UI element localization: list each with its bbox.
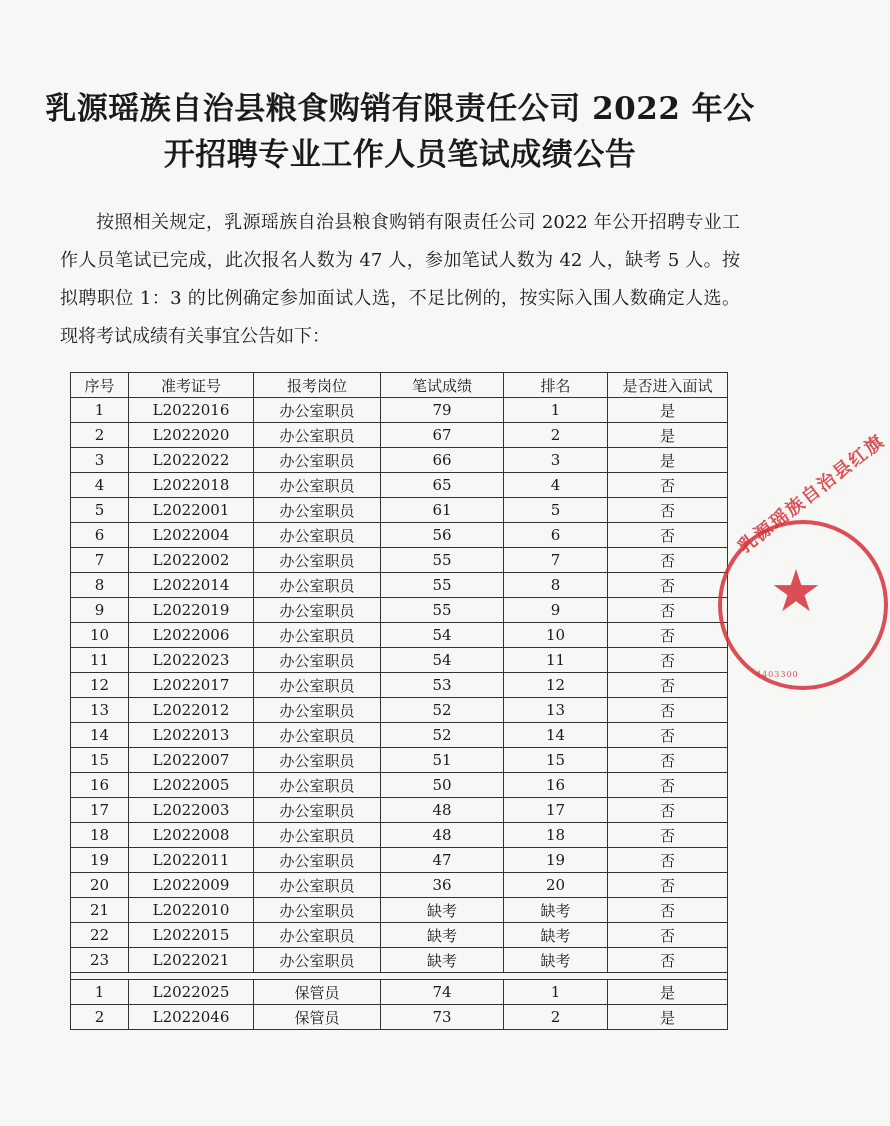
cell-rank: 2 (504, 1005, 608, 1030)
cell-exam-id: L2022020 (129, 423, 254, 448)
table-row (71, 523, 728, 548)
cell-rank: 20 (504, 873, 608, 898)
cell-exam-id: L2022021 (129, 948, 254, 973)
header-score: 笔试成绩 (381, 373, 504, 398)
cell-position: 办公室职员 (254, 748, 381, 773)
cell-position: 办公室职员 (254, 873, 381, 898)
cell-score: 缺考 (381, 923, 504, 948)
cell-rank: 13 (504, 698, 608, 723)
cell-interview: 否 (608, 823, 728, 848)
cell-seq: 17 (71, 798, 129, 823)
table-row (71, 980, 728, 1005)
notice-paragraph: 按照相关规定，乳源瑶族自治县粮食购销有限责任公司 2022 年公开招聘专业工作人员笔试已完成，此次报名人数为 47 人，参加笔试人数为 42 人，缺考 5 人。按拟聘职位 1：3 的比例确定参加面试人选，不足比例的，按实际入围人数确定人选。现将考试成绩有关事宜公告如下： (60, 212, 740, 347)
cell-position: 保管员 (254, 1005, 381, 1030)
table-row (71, 498, 728, 523)
cell-rank: 9 (504, 598, 608, 623)
cell-score: 缺考 (381, 948, 504, 973)
cell-seq: 18 (71, 823, 129, 848)
cell-exam-id: L2022012 (129, 698, 254, 723)
cell-interview: 是 (608, 448, 728, 473)
cell-interview: 否 (608, 723, 728, 748)
cell-seq: 9 (71, 598, 129, 623)
cell-interview: 否 (608, 523, 728, 548)
cell-score: 47 (381, 848, 504, 873)
cell-score: 48 (381, 823, 504, 848)
cell-position: 办公室职员 (254, 798, 381, 823)
cell-seq: 12 (71, 673, 129, 698)
cell-position: 办公室职员 (254, 923, 381, 948)
cell-interview: 否 (608, 798, 728, 823)
header-exam-id: 准考证号 (129, 373, 254, 398)
cell-exam-id: L2022003 (129, 798, 254, 823)
cell-seq: 8 (71, 573, 129, 598)
cell-position: 办公室职员 (254, 648, 381, 673)
table-header-row (71, 373, 728, 398)
cell-exam-id: L2022001 (129, 498, 254, 523)
cell-position: 办公室职员 (254, 948, 381, 973)
cell-score: 48 (381, 798, 504, 823)
table-row (71, 698, 728, 723)
cell-position: 办公室职员 (254, 598, 381, 623)
cell-rank: 19 (504, 848, 608, 873)
cell-exam-id: L2022023 (129, 648, 254, 673)
cell-rank: 6 (504, 523, 608, 548)
table-row (71, 948, 728, 973)
cell-rank: 14 (504, 723, 608, 748)
cell-seq: 4 (71, 473, 129, 498)
cell-position: 办公室职员 (254, 398, 381, 423)
cell-score: 66 (381, 448, 504, 473)
cell-position: 办公室职员 (254, 823, 381, 848)
cell-rank: 1 (504, 980, 608, 1005)
cell-position: 办公室职员 (254, 523, 381, 548)
table-row (71, 723, 728, 748)
cell-exam-id: L2022016 (129, 398, 254, 423)
cell-interview: 否 (608, 873, 728, 898)
header-interview: 是否进入面试 (608, 373, 728, 398)
cell-score: 61 (381, 498, 504, 523)
cell-seq: 13 (71, 698, 129, 723)
cell-interview: 是 (608, 980, 728, 1005)
cell-position: 保管员 (254, 980, 381, 1005)
cell-rank: 7 (504, 548, 608, 573)
cell-rank: 18 (504, 823, 608, 848)
cell-rank: 17 (504, 798, 608, 823)
cell-seq: 1 (71, 980, 129, 1005)
cell-score: 56 (381, 523, 504, 548)
cell-position: 办公室职员 (254, 698, 381, 723)
table-row (71, 673, 728, 698)
cell-seq: 22 (71, 923, 129, 948)
cell-interview: 是 (608, 1005, 728, 1030)
separator-cell (71, 973, 728, 980)
cell-position: 办公室职员 (254, 623, 381, 648)
cell-position: 办公室职员 (254, 898, 381, 923)
cell-position: 办公室职员 (254, 448, 381, 473)
cell-rank: 缺考 (504, 898, 608, 923)
cell-score: 74 (381, 980, 504, 1005)
cell-seq: 10 (71, 623, 129, 648)
cell-rank: 4 (504, 473, 608, 498)
cell-rank: 11 (504, 648, 608, 673)
cell-rank: 缺考 (504, 923, 608, 948)
cell-score: 54 (381, 623, 504, 648)
table-row (71, 473, 728, 498)
cell-seq: 2 (71, 1005, 129, 1030)
cell-exam-id: L2022011 (129, 848, 254, 873)
cell-interview: 否 (608, 573, 728, 598)
cell-seq: 14 (71, 723, 129, 748)
cell-position: 办公室职员 (254, 673, 381, 698)
title-line-2: 开招聘专业工作人员笔试成绩公告 (163, 137, 637, 173)
cell-score: 缺考 (381, 898, 504, 923)
cell-score: 51 (381, 748, 504, 773)
table-row (71, 898, 728, 923)
cell-seq: 7 (71, 548, 129, 573)
cell-rank: 8 (504, 573, 608, 598)
cell-interview: 否 (608, 598, 728, 623)
cell-rank: 1 (504, 398, 608, 423)
cell-exam-id: L2022019 (129, 598, 254, 623)
table-row (71, 1005, 728, 1030)
cell-position: 办公室职员 (254, 548, 381, 573)
cell-score: 67 (381, 423, 504, 448)
cell-exam-id: L2022015 (129, 923, 254, 948)
cell-interview: 否 (608, 673, 728, 698)
cell-interview: 否 (608, 473, 728, 498)
table-row (71, 873, 728, 898)
table-row (71, 598, 728, 623)
seal-code: 4403300 (756, 670, 799, 679)
title-line-1: 乳源瑶族自治县粮食购销有限责任公司 2022 年公 (45, 91, 755, 127)
cell-score: 36 (381, 873, 504, 898)
table-row (71, 848, 728, 873)
header-seq: 序号 (71, 373, 129, 398)
cell-score: 55 (381, 548, 504, 573)
cell-position: 办公室职员 (254, 498, 381, 523)
group-separator (71, 973, 728, 980)
cell-interview: 否 (608, 948, 728, 973)
header-position: 报考岗位 (254, 373, 381, 398)
cell-interview: 否 (608, 923, 728, 948)
cell-interview: 否 (608, 898, 728, 923)
cell-interview: 是 (608, 398, 728, 423)
table-row (71, 923, 728, 948)
cell-score: 50 (381, 773, 504, 798)
cell-exam-id: L2022013 (129, 723, 254, 748)
cell-rank: 10 (504, 623, 608, 648)
cell-seq: 21 (71, 898, 129, 923)
cell-score: 79 (381, 398, 504, 423)
cell-score: 65 (381, 473, 504, 498)
table-row (71, 423, 728, 448)
cell-seq: 5 (71, 498, 129, 523)
cell-position: 办公室职员 (254, 573, 381, 598)
cell-seq: 19 (71, 848, 129, 873)
scores-table (70, 372, 728, 1030)
cell-exam-id: L2022004 (129, 523, 254, 548)
cell-interview: 否 (608, 773, 728, 798)
cell-rank: 12 (504, 673, 608, 698)
cell-exam-id: L2022007 (129, 748, 254, 773)
cell-exam-id: L2022010 (129, 898, 254, 923)
cell-exam-id: L2022009 (129, 873, 254, 898)
official-seal (718, 430, 890, 690)
cell-exam-id: L2022002 (129, 548, 254, 573)
cell-rank: 2 (504, 423, 608, 448)
table-row (71, 623, 728, 648)
cell-seq: 23 (71, 948, 129, 973)
cell-score: 52 (381, 723, 504, 748)
cell-exam-id: L2022006 (129, 623, 254, 648)
cell-interview: 否 (608, 548, 728, 573)
cell-exam-id: L2022046 (129, 1005, 254, 1030)
cell-score: 73 (381, 1005, 504, 1030)
cell-position: 办公室职员 (254, 473, 381, 498)
cell-position: 办公室职员 (254, 848, 381, 873)
notice-title (40, 86, 760, 178)
cell-score: 55 (381, 598, 504, 623)
cell-exam-id: L2022017 (129, 673, 254, 698)
cell-exam-id: L2022018 (129, 473, 254, 498)
cell-interview: 否 (608, 498, 728, 523)
cell-seq: 1 (71, 398, 129, 423)
cell-score: 53 (381, 673, 504, 698)
table-row (71, 398, 728, 423)
cell-score: 52 (381, 698, 504, 723)
table-row (71, 823, 728, 848)
table-row (71, 648, 728, 673)
cell-seq: 3 (71, 448, 129, 473)
cell-interview: 否 (608, 748, 728, 773)
cell-rank: 3 (504, 448, 608, 473)
cell-exam-id: L2022005 (129, 773, 254, 798)
cell-position: 办公室职员 (254, 773, 381, 798)
table-row (71, 773, 728, 798)
table-row (71, 448, 728, 473)
cell-position: 办公室职员 (254, 423, 381, 448)
seal-text: 乳源瑶族自治县红旗 (734, 430, 890, 558)
table-row (71, 548, 728, 573)
cell-score: 55 (381, 573, 504, 598)
cell-rank: 缺考 (504, 948, 608, 973)
cell-exam-id: L2022025 (129, 980, 254, 1005)
cell-interview: 否 (608, 648, 728, 673)
table-row (71, 748, 728, 773)
cell-seq: 16 (71, 773, 129, 798)
cell-seq: 11 (71, 648, 129, 673)
cell-interview: 是 (608, 423, 728, 448)
cell-rank: 15 (504, 748, 608, 773)
cell-rank: 16 (504, 773, 608, 798)
seal-star-icon: ★ (770, 557, 822, 625)
table-row (71, 798, 728, 823)
cell-score: 54 (381, 648, 504, 673)
cell-interview: 否 (608, 623, 728, 648)
cell-rank: 5 (504, 498, 608, 523)
cell-exam-id: L2022008 (129, 823, 254, 848)
cell-exam-id: L2022022 (129, 448, 254, 473)
cell-exam-id: L2022014 (129, 573, 254, 598)
cell-seq: 2 (71, 423, 129, 448)
header-rank: 排名 (504, 373, 608, 398)
cell-seq: 15 (71, 748, 129, 773)
cell-interview: 否 (608, 698, 728, 723)
cell-position: 办公室职员 (254, 723, 381, 748)
cell-seq: 20 (71, 873, 129, 898)
cell-seq: 6 (71, 523, 129, 548)
table-row (71, 573, 728, 598)
cell-interview: 否 (608, 848, 728, 873)
